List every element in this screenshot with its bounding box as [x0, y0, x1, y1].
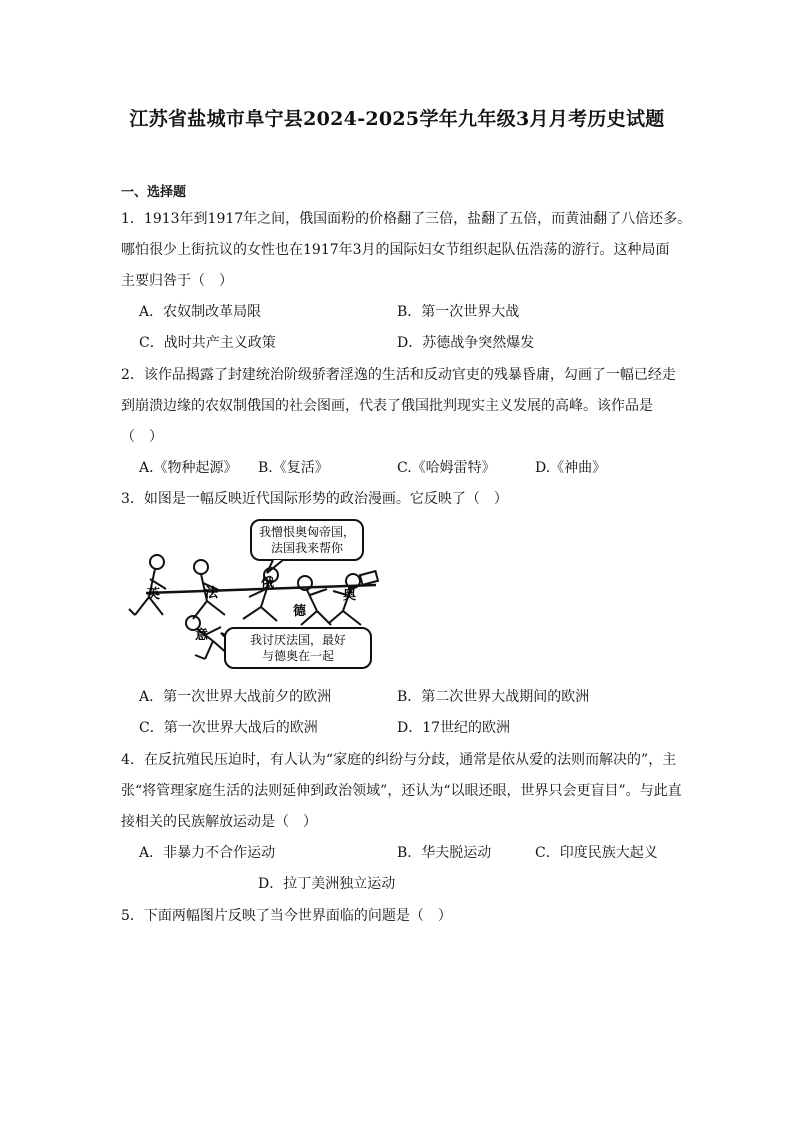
- figure-england-head: [150, 555, 164, 569]
- figure-france-head: [194, 560, 208, 574]
- q3-option-a: A．第一次世界大战前夕的欧洲: [139, 689, 332, 705]
- q2-line-1: 2．该作品揭露了封建统治阶级骄奢淫逸的生活和反动官吏的残暴昏庸，勾画了一幅已经走: [121, 367, 676, 383]
- q1-option-c: C．战时共产主义政策: [139, 335, 276, 351]
- political-cartoon: [121, 515, 391, 675]
- label-england: 英: [147, 587, 161, 602]
- section-heading: 一、选择题: [121, 185, 187, 200]
- speech-bubble-top-tail: [267, 560, 283, 573]
- q4-line-2: 张“将管理家庭生活的法则延伸到政治领域”，还认为“以眼还眼，世界只会更盲目”。与此直: [121, 783, 682, 799]
- bubble-bottom-line-2: 与德奥在一起: [261, 649, 335, 663]
- q2-option-b: B.《复活》: [258, 460, 329, 476]
- bubble-bottom-line-1: 我讨厌法国，最好: [249, 633, 347, 647]
- q3-option-d: D．17世纪的欧洲: [397, 720, 511, 736]
- q1-line-1: 1．1913年到1917年之间，俄国面粉的价格翻了三倍，盐翻了五倍，而黄油翻了八倍还多。: [121, 211, 692, 227]
- label-germany: 德: [293, 604, 307, 619]
- q2-option-d: D.《神曲》: [535, 460, 607, 476]
- q2-line-3: （ ）: [121, 429, 163, 445]
- q3-option-c: C．第一次世界大战后的欧洲: [139, 720, 318, 736]
- label-italy: 意: [195, 628, 209, 643]
- q4-line-1: 4．在反抗殖民压迫时，有人认为“家庭的纠纷与分歧，通常是依从爱的法则而解决的”，主: [121, 752, 677, 768]
- q5-line-1: 5．下面两幅图片反映了当今世界面临的问题是（ ）: [121, 908, 452, 924]
- label-austria: 奥: [343, 588, 357, 603]
- q4-option-a: A．非暴力不合作运动: [139, 845, 276, 861]
- q2-option-a: A.《物种起源》: [139, 460, 238, 476]
- bubble-top-line-2: 法国我来帮你: [270, 541, 344, 555]
- q1-option-b: B．第一次世界大战: [397, 304, 520, 320]
- page-title: 江苏省盐城市阜宁县2024-2025学年九年级3月月考历史试题: [129, 108, 665, 130]
- q1-option-a: A．农奴制改革局限: [139, 304, 262, 320]
- q2-option-c: C.《哈姆雷特》: [397, 460, 496, 476]
- q4-option-c: C．印度民族大起义: [535, 845, 658, 861]
- q4-option-d: D．拉丁美洲独立运动: [258, 876, 396, 892]
- q1-line-2: 哪怕很少上街抗议的女性也在1917年3月的国际妇女节组织起队伍浩荡的游行。这种局面: [121, 242, 670, 258]
- q4-option-b: B．华夫脱运动: [397, 845, 492, 861]
- q3-option-b: B．第二次世界大战期间的欧洲: [397, 689, 590, 705]
- q2-line-2: 到崩溃边缘的农奴制俄国的社会图画，代表了俄国批判现实主义发展的高峰。该作品是: [121, 398, 653, 414]
- q1-option-d: D．苏德战争突然爆发: [397, 335, 535, 351]
- label-france: 法: [205, 586, 219, 601]
- label-russia: 俄: [261, 576, 275, 591]
- q3-line-1: 3．如图是一幅反映近代国际形势的政治漫画。它反映了（ ）: [121, 491, 508, 507]
- q4-line-3: 接相关的民族解放运动是（ ）: [121, 814, 317, 830]
- cartoon-drawing: [121, 515, 391, 675]
- q1-line-3: 主要归咎于（ ）: [121, 273, 233, 289]
- bubble-top-line-1: 我憎恨奥匈帝国，: [258, 525, 356, 539]
